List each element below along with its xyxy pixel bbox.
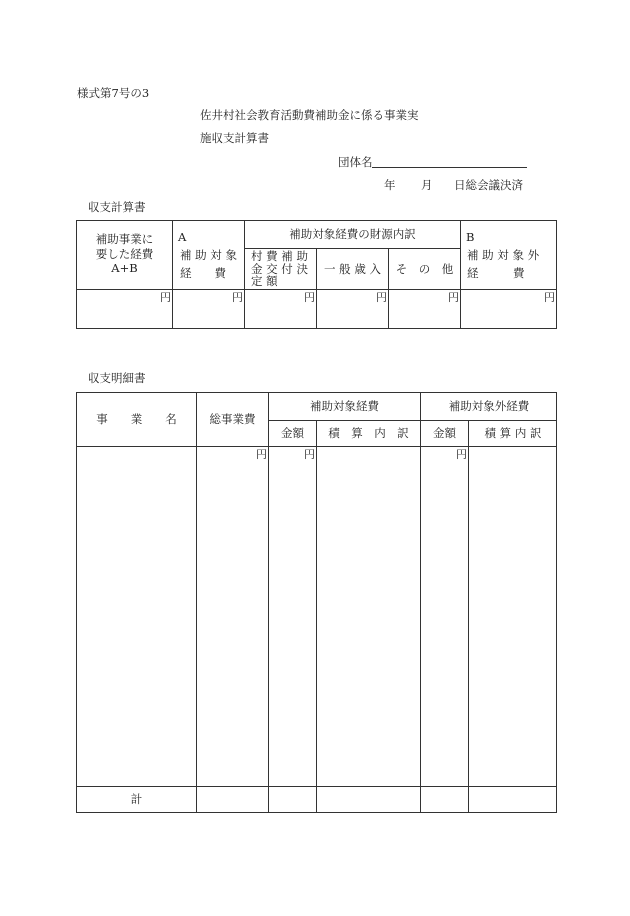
input-total-row-ineligible-amount[interactable] bbox=[421, 787, 467, 812]
total-row-label: 計 bbox=[130, 792, 143, 807]
input-ineligible-breakdown[interactable] bbox=[469, 447, 556, 785]
col-header-village-subsidy: 村 費 補 助 金 交 付 決 定 額 bbox=[251, 249, 308, 289]
input-eligible-amount[interactable] bbox=[269, 447, 315, 785]
col-header-eligible-line1: 補 助 対 象 bbox=[180, 248, 237, 262]
input-village-subsidy[interactable] bbox=[245, 290, 315, 328]
col-a-letter: A bbox=[178, 230, 187, 244]
decision-suffix-label: 日総会議決済 bbox=[454, 178, 523, 192]
col-header-ineligible-breakdown: 積 算 内 訳 bbox=[484, 426, 542, 441]
input-eligible-expense[interactable] bbox=[173, 290, 243, 328]
organization-name-field[interactable] bbox=[372, 154, 527, 168]
col-header-eligible-amount: 金額 bbox=[281, 426, 304, 441]
col-header-ineligible-line1: 補 助 対 象 外 bbox=[467, 248, 540, 262]
col-header-other: そ の 他 bbox=[395, 261, 454, 276]
yen-unit: 円 bbox=[160, 291, 171, 304]
yen-unit: 円 bbox=[448, 291, 459, 304]
yen-unit: 円 bbox=[232, 291, 243, 304]
input-total-expense[interactable] bbox=[77, 290, 171, 328]
yen-unit: 円 bbox=[544, 291, 555, 304]
input-project-name[interactable] bbox=[77, 447, 195, 785]
col-group-eligible-expense: 補助対象経費 bbox=[310, 399, 379, 414]
col-group-ineligible-expense: 補助対象外経費 bbox=[448, 399, 530, 414]
yen-unit: 円 bbox=[304, 291, 315, 304]
detail-section-title: 収支明細書 bbox=[88, 371, 146, 385]
decision-year-label: 年 bbox=[384, 178, 396, 192]
col-header-total-project-cost: 総事業費 bbox=[209, 412, 256, 427]
input-ineligible-expense[interactable] bbox=[461, 290, 556, 328]
yen-unit: 円 bbox=[376, 291, 387, 304]
col-b-letter: B bbox=[466, 230, 475, 244]
yen-unit: 円 bbox=[256, 448, 267, 461]
col-group-funding-breakdown: 補助対象経費の財源内訳 bbox=[289, 227, 416, 242]
document-title-line2: 施収支計算書 bbox=[200, 131, 269, 145]
col-header-eligible-line2: 経 費 bbox=[180, 266, 226, 280]
input-eligible-breakdown[interactable] bbox=[317, 447, 419, 785]
organization-label: 団体名 bbox=[338, 155, 373, 169]
yen-unit: 円 bbox=[304, 448, 315, 461]
input-other[interactable] bbox=[389, 290, 459, 328]
summary-section-title: 収支計算書 bbox=[88, 200, 146, 214]
col-header-ineligible-amount: 金額 bbox=[433, 426, 456, 441]
input-ineligible-amount[interactable] bbox=[421, 447, 467, 785]
decision-month-label: 月 bbox=[421, 178, 433, 192]
col-header-total-expense: 補助事業に 要した経費 A+B bbox=[95, 232, 154, 276]
input-total-row-eligible-amount[interactable] bbox=[269, 787, 315, 812]
document-title-line1: 佐井村社会教育活動費補助金に係る事業実 bbox=[200, 108, 419, 122]
form-number: 様式第7号の3 bbox=[77, 86, 150, 100]
input-total-project-cost[interactable] bbox=[197, 447, 267, 785]
yen-unit: 円 bbox=[456, 448, 467, 461]
col-header-eligible-breakdown: 積 算 内 訳 bbox=[328, 426, 409, 441]
input-general-revenue[interactable] bbox=[317, 290, 387, 328]
col-header-project-name: 事 業 名 bbox=[96, 412, 177, 427]
col-header-general-revenue: 一 般 歳 入 bbox=[324, 261, 381, 276]
input-total-row-cost[interactable] bbox=[197, 787, 267, 812]
col-header-ineligible-line2: 経 費 bbox=[467, 266, 525, 280]
